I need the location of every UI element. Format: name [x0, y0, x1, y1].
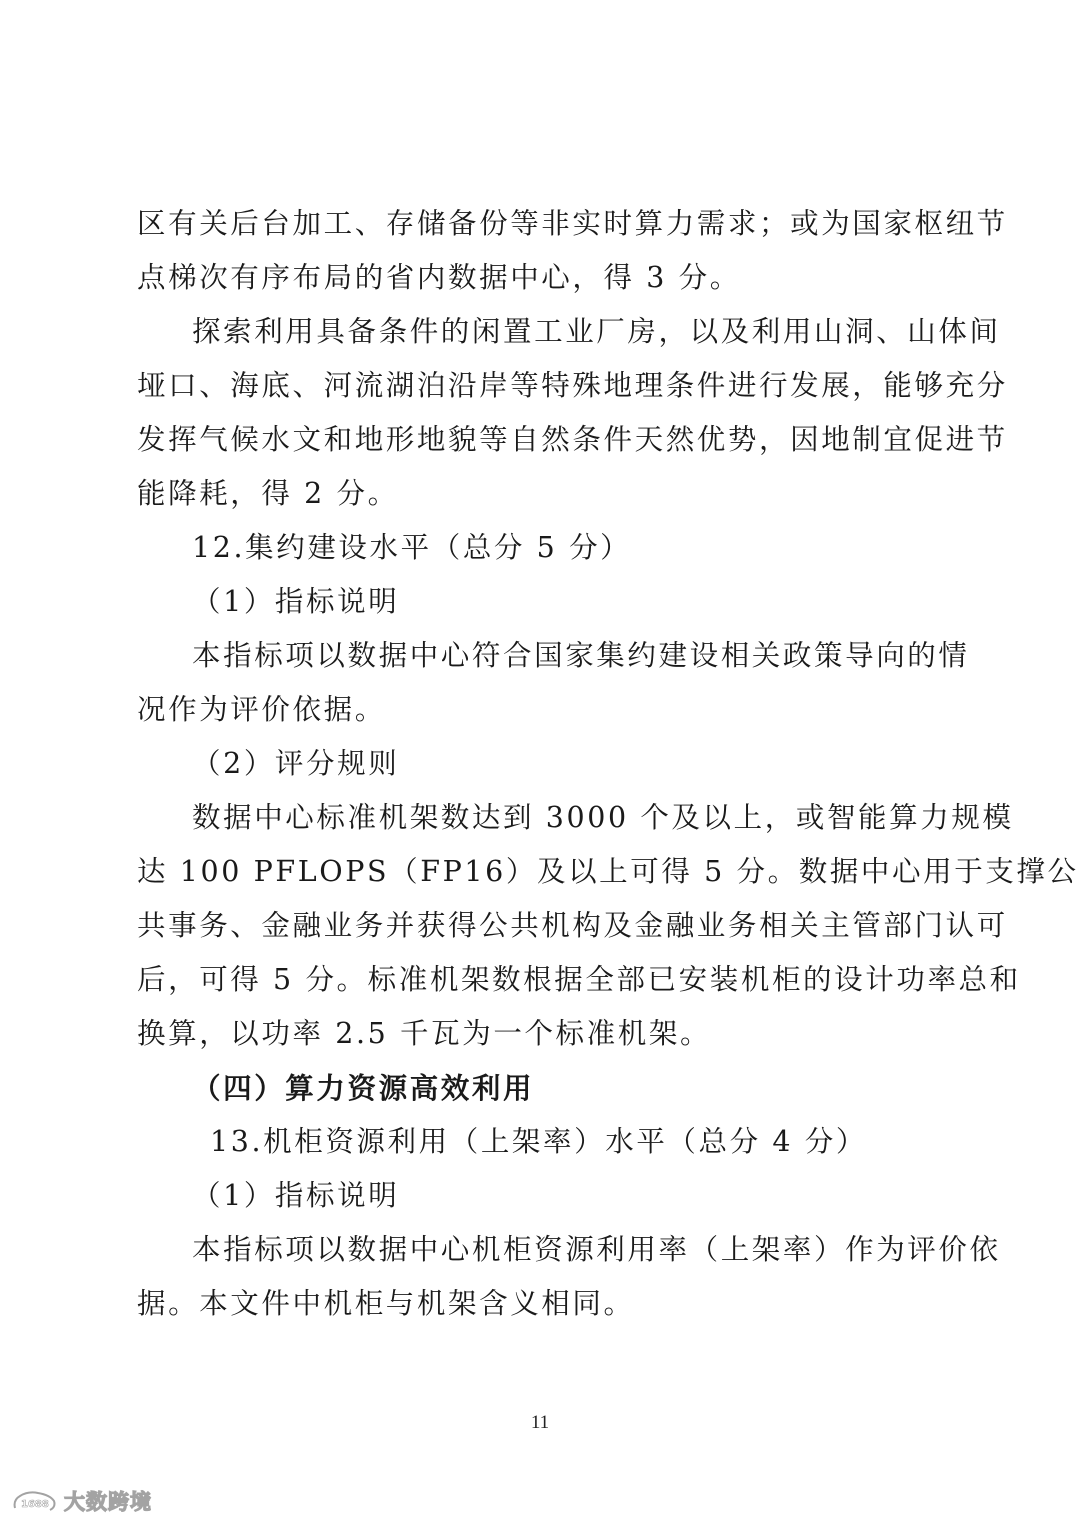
watermark-text: 大数跨境	[64, 1490, 152, 1514]
paragraph-line: 据。本文件中机柜与机架含义相同。	[137, 1287, 635, 1320]
paragraph-line: 本指标项以数据中心机柜资源利用率（上架率）作为评价依	[192, 1233, 1001, 1266]
chapter-heading: （四）算力资源高效利用	[192, 1071, 535, 1105]
paragraph-line: 发挥气候水文和地形地貌等自然条件天然优势，因地制宜促进节	[137, 423, 1008, 456]
subsection-heading: （1）指标说明	[192, 1179, 400, 1212]
paragraph-line: 点梯次有序布局的省内数据中心，得 3 分。	[137, 261, 741, 294]
watermark-logo-text: 1688	[21, 1499, 49, 1510]
paragraph-line: 探索利用具备条件的闲置工业厂房，以及利用山洞、山体间	[192, 315, 1001, 348]
section-heading: 13.机柜资源利用（上架率）水平（总分 4 分）	[210, 1125, 867, 1158]
paragraph-line: 共事务、金融业务并获得公共机构及金融业务相关主管部门认可	[137, 909, 1008, 942]
paragraph-line: 后，可得 5 分。标准机架数根据全部已安装机柜的设计功率总和	[137, 963, 1021, 996]
subsection-heading: （1）指标说明	[192, 585, 400, 618]
page-number: 11	[530, 1412, 550, 1433]
paragraph-line: 能降耗，得 2 分。	[137, 477, 399, 510]
paragraph-line: 况作为评价依据。	[137, 693, 386, 726]
watermark	[12, 1488, 152, 1514]
paragraph-line: 达 100 PFLOPS（FP16）及以上可得 5 分。数据中心用于支撑公	[137, 855, 1079, 888]
paragraph-line: 换算，以功率 2.5 千瓦为一个标准机架。	[137, 1017, 712, 1050]
watermark-logo-icon	[12, 1488, 58, 1514]
paragraph-line: 区有关后台加工、存储备份等非实时算力需求；或为国家枢纽节	[137, 207, 1008, 240]
subsection-heading: （2）评分规则	[192, 747, 400, 780]
paragraph-line: 数据中心标准机架数达到 3000 个及以上，或智能算力规模	[192, 801, 1014, 834]
paragraph-line: 本指标项以数据中心符合国家集约建设相关政策导向的情	[192, 639, 970, 672]
paragraph-line: 垭口、海底、河流湖泊沿岸等特殊地理条件进行发展，能够充分	[137, 369, 1008, 402]
section-heading: 12.集约建设水平（总分 5 分）	[192, 531, 632, 564]
